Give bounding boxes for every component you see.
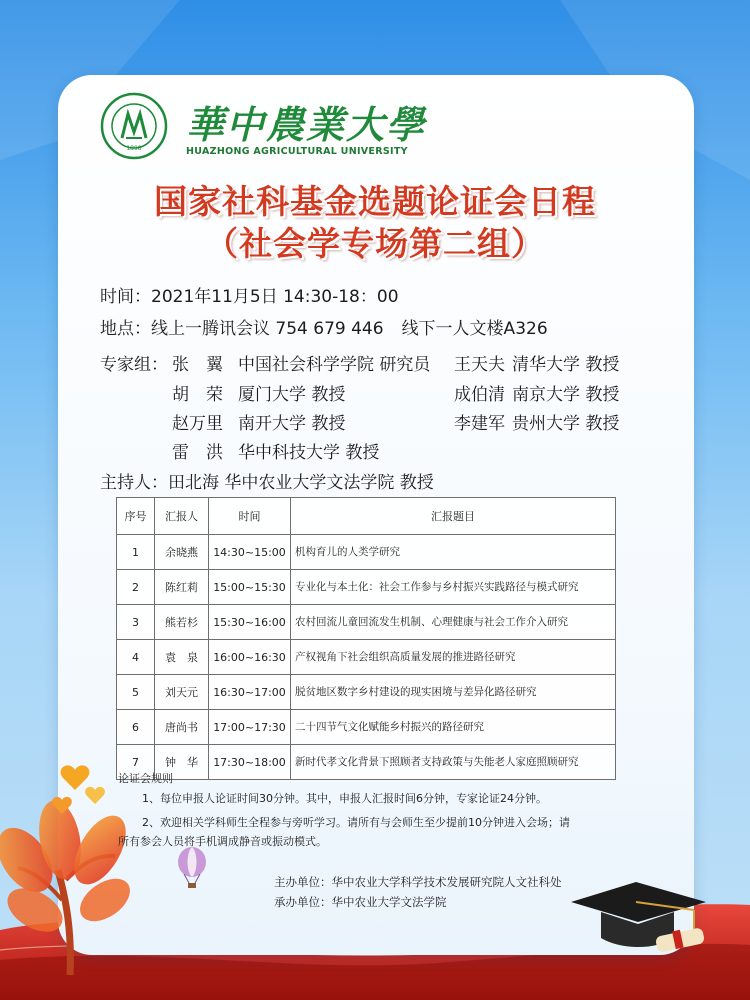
row-time: 15:30~16:00 bbox=[209, 605, 291, 640]
location-online: 线上一腾讯会议 754 679 446 bbox=[151, 319, 384, 339]
header-topic: 汇报题目 bbox=[291, 498, 616, 535]
university-name-cn: 華中農業大學 bbox=[186, 102, 427, 147]
location-offline: 线下一人文楼A326 bbox=[401, 319, 548, 339]
rule-2-line-2: 所有参会人员将手机调成静音或振动模式。 bbox=[118, 835, 327, 848]
table-header-row bbox=[117, 498, 616, 535]
host-label: 主持人： bbox=[100, 473, 168, 493]
university-logo-icon bbox=[100, 92, 168, 160]
row-no: 7 bbox=[117, 745, 155, 780]
expert-org: 清华大学 教授 bbox=[512, 355, 620, 375]
table-row bbox=[117, 535, 616, 570]
expert-name: 李建军 bbox=[454, 414, 505, 434]
row-time: 16:30~17:00 bbox=[209, 675, 291, 710]
time-value: 2021年11月5日 14:30-18：00 bbox=[151, 287, 399, 307]
row-topic: 产权视角下社会组织高质量发展的推进路径研究 bbox=[291, 640, 616, 675]
experts-line-4 bbox=[100, 438, 379, 463]
row-no: 3 bbox=[117, 605, 155, 640]
experts-line-3 bbox=[100, 409, 619, 434]
header-time: 时间 bbox=[209, 498, 291, 535]
host-organizer-line bbox=[274, 874, 562, 890]
experts-label: 专家组： bbox=[100, 355, 168, 375]
decorative-tree-icon bbox=[0, 760, 150, 980]
row-topic: 脱贫地区数字乡村建设的现实困境与差异化路径研究 bbox=[291, 675, 616, 710]
rule-2-line-1: 2、欢迎相关学科师生全程参与旁听学习。请所有与会师生至少提前10分钟进入会场；请 bbox=[142, 816, 570, 829]
expert-org: 南开大学 教授 bbox=[238, 414, 346, 434]
row-presenter: 陈红莉 bbox=[155, 570, 209, 605]
row-presenter: 余晓燕 bbox=[155, 535, 209, 570]
table-row bbox=[117, 745, 616, 780]
table-row bbox=[117, 605, 616, 640]
schedule-table bbox=[116, 497, 616, 780]
row-presenter: 袁 泉 bbox=[155, 640, 209, 675]
table-row bbox=[117, 640, 616, 675]
row-time: 16:00~16:30 bbox=[209, 640, 291, 675]
table-row bbox=[117, 570, 616, 605]
host-organizer-value: 华中农业大学科学技术发展研究院人文社科处 bbox=[331, 875, 562, 889]
university-name-en: HUAZHONG AGRICULTURAL UNIVERSITY bbox=[186, 146, 408, 157]
experts-line-2 bbox=[100, 380, 619, 405]
table-row bbox=[117, 710, 616, 745]
time-label: 时间： bbox=[100, 287, 151, 307]
location-label: 地点： bbox=[100, 319, 151, 339]
table-row bbox=[117, 675, 616, 710]
expert-org: 厦门大学 教授 bbox=[238, 385, 346, 405]
row-topic: 机构育儿的人类学研究 bbox=[291, 535, 616, 570]
row-time: 17:30~18:00 bbox=[209, 745, 291, 780]
co-organizer-label: 承办单位： bbox=[274, 895, 332, 909]
expert-name: 赵万里 bbox=[172, 414, 223, 434]
host-value: 田北海 华中农业大学文法学院 教授 bbox=[168, 473, 434, 493]
expert-org: 华中科技大学 教授 bbox=[238, 443, 380, 463]
header-no: 序号 bbox=[117, 498, 155, 535]
expert-org: 中国社会科学学院 研究员 bbox=[238, 355, 431, 375]
page-subtitle: （社会学专场第二组） bbox=[205, 224, 545, 263]
row-time: 14:30~15:00 bbox=[209, 535, 291, 570]
row-topic: 专业化与本土化：社会工作参与乡村振兴实践路径与模式研究 bbox=[291, 570, 616, 605]
row-topic: 农村回流儿童回流发生机制、心理健康与社会工作介入研究 bbox=[291, 605, 616, 640]
header-presenter: 汇报人 bbox=[155, 498, 209, 535]
row-topic: 二十四节气文化赋能乡村振兴的路径研究 bbox=[291, 710, 616, 745]
host-organizer-label: 主办单位： bbox=[274, 875, 332, 889]
row-no: 6 bbox=[117, 710, 155, 745]
row-no: 1 bbox=[117, 535, 155, 570]
location-line bbox=[100, 314, 548, 339]
expert-name: 雷 洪 bbox=[172, 443, 223, 463]
time-line bbox=[100, 282, 399, 307]
rule-1: 1、每位申报人论证时间30分钟。其中，申报人汇报时间6分钟，专家论证24分钟。 bbox=[142, 792, 547, 805]
co-organizer-value: 华中农业大学文法学院 bbox=[331, 895, 447, 909]
row-time: 17:00~17:30 bbox=[209, 710, 291, 745]
logo-year: 1898 bbox=[126, 145, 142, 152]
row-no: 4 bbox=[117, 640, 155, 675]
row-no: 2 bbox=[117, 570, 155, 605]
row-presenter: 唐尚书 bbox=[155, 710, 209, 745]
hot-air-balloon-icon bbox=[174, 846, 210, 890]
row-topic: 新时代孝文化背景下照顾者支持政策与失能老人家庭照顾研究 bbox=[291, 745, 616, 780]
page-title: 国家社科基金选题论证会日程 bbox=[154, 182, 596, 221]
expert-name: 张 翼 bbox=[172, 355, 223, 375]
row-presenter: 刘天元 bbox=[155, 675, 209, 710]
co-organizer-line bbox=[274, 894, 447, 910]
row-presenter: 钟 华 bbox=[155, 745, 209, 780]
row-presenter: 熊若杉 bbox=[155, 605, 209, 640]
rules-heading: 论证会规则 bbox=[118, 772, 173, 785]
host-line bbox=[100, 468, 434, 493]
graduation-cap-icon bbox=[566, 880, 716, 960]
expert-name: 成伯清 bbox=[454, 385, 505, 405]
expert-org: 南京大学 教授 bbox=[512, 385, 620, 405]
expert-org: 贵州大学 教授 bbox=[512, 414, 620, 434]
expert-name: 胡 荣 bbox=[172, 385, 223, 405]
row-no: 5 bbox=[117, 675, 155, 710]
expert-name: 王天夫 bbox=[454, 355, 505, 375]
experts-line-1 bbox=[100, 350, 619, 375]
row-time: 15:00~15:30 bbox=[209, 570, 291, 605]
